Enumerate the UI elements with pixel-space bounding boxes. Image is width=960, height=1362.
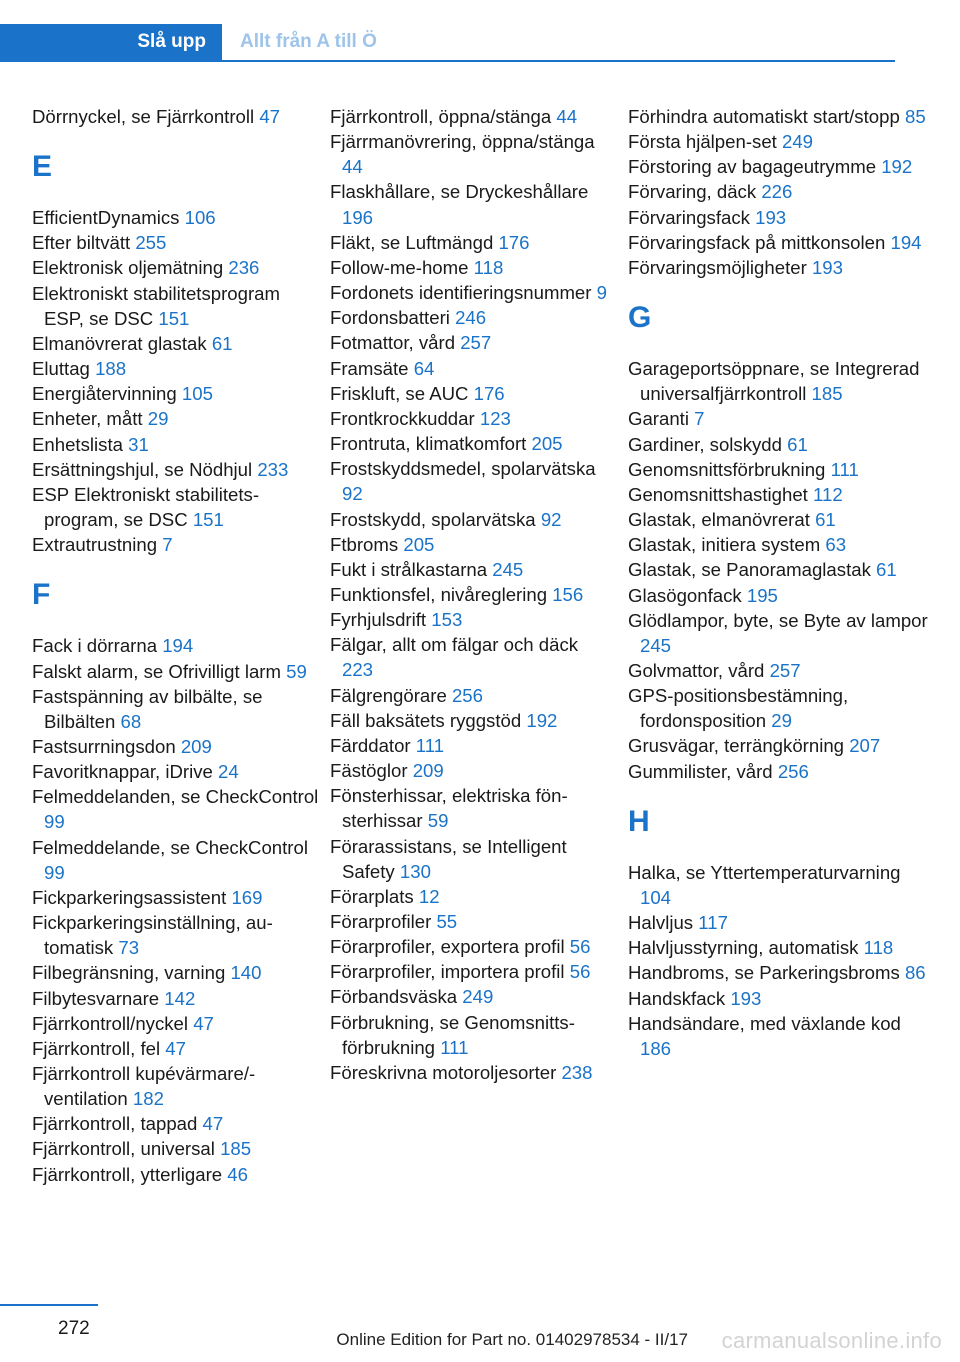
section-letter: H: [628, 804, 650, 838]
index-entry: [330, 632, 610, 682]
index-term: Förvaring, däck: [628, 181, 757, 203]
index-term: Framsäte: [330, 357, 409, 379]
page-link[interactable]: 151: [158, 307, 190, 329]
page-link[interactable]: 7: [694, 408, 705, 430]
index-entry: [32, 281, 322, 331]
index-term: Fälgar, allt om fälgar och däck: [330, 634, 579, 656]
page-link[interactable]: 207: [849, 735, 881, 757]
section-letter: F: [32, 578, 51, 612]
page-link[interactable]: 151: [192, 509, 224, 531]
index-entry: [330, 1010, 610, 1060]
index-entry: [330, 708, 610, 733]
page-link[interactable]: 118: [863, 937, 894, 959]
section-letter: G: [628, 301, 652, 335]
index-term: Golvmattor, vård: [628, 659, 765, 681]
index-term: Förvaringsfack: [628, 206, 750, 228]
index-term: Genomsnittshastighet: [628, 483, 808, 505]
index-entry: [32, 532, 322, 557]
index-entry: [32, 684, 322, 734]
page-link[interactable]: 92: [342, 483, 363, 505]
index-entry: [628, 608, 928, 658]
index-term: Fäll baksätets ryggstöd: [330, 709, 522, 731]
page-link[interactable]: 73: [118, 937, 140, 959]
tab-a-to-z[interactable]: Allt från A till Ö: [240, 31, 377, 52]
index-entry: [330, 758, 610, 783]
page-link[interactable]: 194: [162, 635, 194, 657]
page-link[interactable]: 104: [640, 886, 672, 908]
index-term: Genomsnittsförbrukning: [628, 458, 826, 480]
index-term: Förarprofiler, importera profil: [330, 961, 565, 983]
index-term: Fönsterhissar, elektriska fönsterhissar: [330, 785, 568, 832]
index-entry: [32, 356, 322, 381]
index-term: Felmeddelanden, se CheckControl: [32, 786, 319, 808]
index-entry: [330, 230, 610, 255]
index-term: Elektronisk oljemätning: [32, 257, 224, 279]
footer-divider: [0, 1304, 98, 1306]
index-term: Efter biltvätt: [32, 232, 131, 254]
index-term: Första hjälpen-set: [628, 131, 777, 153]
index-term: Fjärrkontroll, ytterligare: [32, 1163, 223, 1185]
index-term: Fjärrkontroll, tappad: [32, 1113, 198, 1135]
index-term: Gummilister, vård: [628, 760, 773, 782]
page-link[interactable]: 246: [455, 307, 487, 329]
index-entry: [32, 784, 322, 834]
index-term: Förarassistans, se Intelligent Safety: [330, 835, 567, 882]
page-link[interactable]: 245: [492, 558, 524, 580]
index-term: Elektroniskt stabilitetsprogram ESP, se DSC: [32, 282, 281, 329]
index-entry: [32, 633, 322, 658]
index-term: Favoritknappar, iDrive: [32, 761, 213, 783]
index-term: Fack i dörrarna: [32, 635, 158, 657]
page-link[interactable]: 205: [403, 533, 435, 555]
page-link[interactable]: 186: [640, 1037, 672, 1059]
index-term: Enhetslista: [32, 433, 123, 455]
index-term: Fjärrkontroll kupévärmare/ventilation: [32, 1063, 256, 1110]
index-term: Fälgrengörare: [330, 684, 447, 706]
index-term: Follow-me-home: [330, 256, 469, 278]
page-link[interactable]: 63: [825, 534, 847, 556]
page-link[interactable]: 56: [569, 936, 591, 958]
index-entry: [32, 659, 322, 684]
page-link[interactable]: 99: [44, 861, 65, 883]
index-entry: [628, 432, 928, 457]
page-link[interactable]: 249: [782, 131, 814, 153]
page-link[interactable]: 61: [211, 332, 233, 354]
index-entry: [32, 255, 322, 280]
header-divider: [0, 60, 895, 62]
page-link[interactable]: 153: [431, 609, 463, 631]
index-term: Halvljus: [628, 912, 694, 934]
index-entry: [628, 457, 928, 482]
page-link[interactable]: 238: [561, 1061, 593, 1083]
index-entry: [628, 154, 928, 179]
index-entry: [628, 406, 928, 431]
page-link[interactable]: 47: [202, 1113, 224, 1135]
page-link[interactable]: 257: [769, 659, 801, 681]
page-link[interactable]: 7: [162, 534, 173, 556]
index-entry: [330, 381, 610, 406]
index-term: Energiåtervinning: [32, 383, 177, 405]
index-entry: [32, 104, 322, 129]
index-entry: [330, 884, 610, 909]
page-link[interactable]: 24: [218, 761, 239, 783]
index-entry: [32, 960, 322, 985]
index-term: Dörrnyckel, se Fjärrkontroll: [32, 106, 255, 127]
page-link[interactable]: 156: [552, 583, 584, 605]
index-term: Frontkrockkuddar: [330, 407, 475, 429]
index-term: Handskfack: [628, 987, 726, 1009]
index-entry: [32, 1111, 322, 1136]
page-link[interactable]: 176: [498, 231, 530, 253]
top-navigation: [0, 0, 960, 62]
edition-note: Online Edition for Part no. 01402978534 - II/17: [336, 1330, 688, 1349]
index-entry: [32, 1011, 322, 1036]
index-term: Garageportsöppnare, se Integrerad universalfjärrkontroll: [628, 358, 920, 405]
index-term: Fastspänning av bilbälte, se Bilbälten: [32, 685, 263, 732]
page-link[interactable]: 185: [220, 1138, 252, 1160]
page-link[interactable]: 56: [569, 961, 591, 983]
index-term: Handbroms, se Parkeringsbroms: [628, 962, 900, 984]
index-term: Falskt alarm, se Ofrivilligt larm: [32, 660, 281, 682]
index-term: ESP Elektroniskt stabilitetsprogram, se DSC: [32, 483, 260, 531]
index-entry: [628, 179, 928, 204]
index-entry: [330, 582, 610, 607]
index-entry: [330, 532, 610, 557]
index-term: Gardiner, solskydd: [628, 433, 782, 455]
page-link[interactable]: 68: [120, 710, 142, 732]
index-entry: [628, 557, 928, 582]
index-entry: [330, 456, 610, 506]
index-entry: [330, 783, 610, 833]
index-entry: [628, 583, 928, 608]
index-entry: [32, 457, 322, 482]
index-entry: [628, 733, 928, 758]
index-entry: [628, 683, 928, 733]
index-term: Fläkt, se Luftmängd: [330, 231, 494, 253]
index-term: Fjärrmanövrering, öppna/stänga: [330, 131, 595, 153]
page-link[interactable]: 118: [473, 256, 504, 278]
index-entry: [330, 305, 610, 330]
index-term: Fotmattor, vård: [330, 332, 456, 354]
index-entry: [628, 532, 928, 557]
page-number: 272: [58, 1318, 90, 1339]
index-term: Fyrhjulsdrift: [330, 609, 427, 631]
index-term: Förarprofiler: [330, 911, 432, 932]
page-link[interactable]: 59: [427, 810, 449, 832]
index-term: Funktionsfel, nivåreglering: [330, 583, 548, 605]
index-entry: [32, 910, 322, 960]
page-link[interactable]: 140: [230, 962, 262, 984]
page-link[interactable]: 188: [95, 358, 127, 380]
index-term: Fästöglor: [330, 760, 408, 782]
index-term: Förarprofiler, exportera profil: [330, 936, 565, 958]
index-entry: [330, 104, 610, 129]
page-link[interactable]: 61: [815, 509, 836, 531]
index-entry: [330, 934, 610, 959]
index-term: EfficientDynamics: [32, 207, 180, 229]
index-entry: [330, 507, 610, 532]
page-link[interactable]: 245: [640, 634, 672, 656]
index-term: Förvaringsmöjligheter: [628, 256, 807, 278]
index-term: Glödlampor, byte, se Byte av lampor: [628, 609, 928, 631]
index-term: Föreskrivna motoroljesorter: [330, 1061, 557, 1083]
index-term: Friskluft, se AUC: [330, 382, 469, 404]
index-entry: [32, 331, 322, 356]
page-link[interactable]: 192: [526, 709, 558, 731]
index-term: Fjärrkontroll, fel: [32, 1037, 161, 1059]
index-term: Förstoring av bagageutrymme: [628, 156, 877, 178]
index-entry: [330, 557, 610, 582]
index-term: Flaskhållare, se Dryckeshållare: [330, 181, 589, 203]
page-link[interactable]: 117: [698, 912, 728, 934]
index-entry: [330, 255, 610, 280]
index-term: Fickparkeringsassistent: [32, 886, 227, 908]
page-link[interactable]: 46: [227, 1163, 248, 1185]
index-entry: [32, 406, 322, 431]
index-entry: [330, 607, 610, 632]
index-entry: [32, 1036, 322, 1061]
page-link[interactable]: 61: [876, 559, 897, 581]
page-link[interactable]: 193: [811, 256, 843, 278]
index-entry: [628, 129, 928, 154]
page-link[interactable]: 193: [755, 206, 787, 228]
page-link[interactable]: 142: [164, 987, 196, 1009]
index-entry: [330, 733, 610, 758]
index-term: Frostskydd, spolarvätska: [330, 508, 536, 530]
index-term: Ftbroms: [330, 533, 399, 555]
index-entry: [628, 507, 928, 532]
index-entry: [628, 104, 928, 129]
index-entry: [330, 431, 610, 456]
index-term: Färddator: [330, 734, 411, 756]
page-link[interactable]: 47: [165, 1037, 186, 1059]
page-link[interactable]: 194: [890, 231, 922, 253]
page-link[interactable]: 99: [44, 811, 65, 833]
page-link[interactable]: 44: [342, 156, 363, 178]
page-link[interactable]: 64: [413, 357, 435, 379]
page-link[interactable]: 223: [342, 659, 374, 681]
index-entry: [330, 959, 610, 984]
page-link[interactable]: 31: [128, 433, 149, 455]
index-entry: [32, 835, 322, 885]
index-entry: [32, 734, 322, 759]
page-link[interactable]: 29: [147, 408, 169, 430]
page-link[interactable]: 86: [904, 962, 926, 984]
index-entry: [628, 1011, 928, 1061]
index-term: Elmanövrerat glastak: [32, 332, 207, 354]
index-term: Grusvägar, terrängkörning: [628, 735, 845, 757]
page-link[interactable]: 192: [881, 156, 913, 178]
index-entry: [32, 230, 322, 255]
page-link[interactable]: 105: [181, 383, 213, 405]
index-entry: [628, 658, 928, 683]
index-entry: [628, 935, 928, 960]
index-entry: [330, 984, 610, 1009]
page-link[interactable]: 12: [418, 885, 440, 907]
page-link[interactable]: 236: [228, 257, 260, 279]
index-term: Eluttag: [32, 358, 90, 380]
index-entry: [330, 356, 610, 381]
index-entry: [32, 986, 322, 1011]
index-entry: [32, 1061, 322, 1111]
index-entry: [32, 885, 322, 910]
index-term: Glastak, elmanövrerat: [628, 509, 810, 531]
index-entry: [628, 482, 928, 507]
page-link[interactable]: 256: [777, 760, 809, 782]
page-link[interactable]: 29: [771, 710, 792, 732]
page-link[interactable]: 112: [813, 483, 843, 505]
index-entry: [330, 683, 610, 708]
page-link[interactable]: 185: [811, 383, 843, 405]
index-term: Enheter, mått: [32, 408, 143, 430]
watermark: carmanualsonline.info: [721, 1328, 942, 1353]
index-entry: [330, 909, 610, 934]
index-entry: [32, 1136, 322, 1161]
index-entry: [330, 330, 610, 355]
index-term: Frontruta, klimatkomfort: [330, 433, 527, 455]
page-link[interactable]: 249: [462, 986, 494, 1008]
index-entry: [32, 482, 322, 532]
page-link[interactable]: 44: [556, 106, 578, 127]
index-entry: [628, 356, 928, 406]
index-term: Fjärrkontroll, universal: [32, 1138, 215, 1160]
page-link[interactable]: 193: [730, 987, 762, 1009]
page-link[interactable]: 61: [787, 433, 808, 455]
index-entry: [628, 960, 928, 985]
index-term: Fordonets identifieringsnummer: [330, 282, 592, 304]
page-link[interactable]: 130: [399, 860, 431, 882]
index-term: Fukt i strålkastarna: [330, 558, 488, 580]
index-term: Glastak, initiera system: [628, 534, 821, 556]
index-term: Frostskyddsmedel, spolarvätska: [330, 458, 596, 480]
page-link[interactable]: 59: [286, 660, 307, 682]
page-link[interactable]: 85: [904, 106, 926, 127]
index-term: Filbegränsning, varning: [32, 962, 226, 984]
index-term: Fickparkeringsinställning, automatisk: [32, 912, 273, 959]
page-link[interactable]: 169: [231, 886, 263, 908]
index-column-3: [628, 104, 928, 1061]
page-link[interactable]: 195: [746, 584, 778, 606]
index-term: Glastak, se Panoramaglastak: [628, 559, 871, 581]
index-term: Handsändare, med växlande kod: [628, 1012, 901, 1034]
index-term: Garanti: [628, 408, 689, 430]
index-term: Fastsurrningsdon: [32, 735, 176, 757]
section-letter: E: [32, 150, 53, 184]
index-term: Förbrukning, se Genomsnittsförbrukning: [330, 1011, 575, 1058]
index-term: Förbandsväska: [330, 986, 458, 1008]
page-link[interactable]: 209: [412, 760, 444, 782]
page-link[interactable]: 176: [473, 382, 505, 404]
page-link[interactable]: 92: [540, 508, 562, 530]
index-term: GPS-positionsbestämning, fordonsposition: [628, 685, 849, 732]
page-link[interactable]: 226: [761, 181, 793, 203]
index-entry: [330, 280, 610, 305]
index-entry: [32, 381, 322, 406]
index-entry: [330, 406, 610, 431]
index-entry: [32, 432, 322, 457]
index-term: Glasögonfack: [628, 584, 742, 606]
index-term: Förvaringsfack på mittkonsolen: [628, 231, 886, 253]
page-link[interactable]: 111: [830, 458, 859, 480]
index-entry: [330, 129, 610, 179]
page-link[interactable]: 47: [259, 106, 281, 127]
page-link[interactable]: 111: [440, 1036, 469, 1058]
page-link[interactable]: 47: [193, 1012, 214, 1034]
page-link[interactable]: 256: [451, 684, 483, 706]
page-link[interactable]: 233: [257, 458, 289, 480]
page-link[interactable]: 205: [531, 433, 563, 455]
index-entry: [330, 1060, 610, 1085]
index-entry: [330, 179, 610, 229]
index-term: Fordonsbatteri: [330, 307, 450, 329]
index-term: Fjärrkontroll, öppna/stänga: [330, 106, 552, 127]
index-term: Halvljusstyrning, automatisk: [628, 937, 859, 959]
index-term: Fjärrkontroll/nyckel: [32, 1012, 189, 1034]
index-entry: [628, 986, 928, 1011]
index-term: Ersättningshjul, se Nödhjul: [32, 458, 253, 480]
index-entry: [32, 759, 322, 784]
index-entry: [628, 759, 928, 784]
page-link[interactable]: 111: [415, 734, 445, 756]
index-entry: [32, 1162, 322, 1187]
index-entry: [628, 230, 928, 255]
index-entry: [628, 910, 928, 935]
page-link[interactable]: 123: [479, 407, 511, 429]
page-link[interactable]: 196: [342, 206, 374, 228]
index-term: Förhindra automatiskt start/stopp: [628, 106, 900, 127]
page-link[interactable]: 255: [135, 232, 167, 254]
index-term: Förarplats: [330, 885, 414, 907]
index-entry: [628, 255, 928, 280]
index-term: Extrautrustning: [32, 534, 158, 556]
index-term: Filbytesvarnare: [32, 987, 160, 1009]
page-link[interactable]: 257: [460, 332, 492, 354]
index-term: Felmeddelande, se CheckControl: [32, 836, 308, 858]
page-link[interactable]: 9: [596, 282, 607, 304]
index-entry: [628, 205, 928, 230]
index-entry: [32, 205, 322, 230]
index-column-2: [330, 104, 610, 1085]
page-link[interactable]: 55: [436, 911, 458, 932]
page-link[interactable]: 182: [132, 1088, 164, 1110]
tab-lookup[interactable]: Slå upp: [0, 24, 222, 60]
page-link[interactable]: 106: [184, 207, 216, 229]
index-column-1: [32, 104, 322, 1187]
index-term: Halka, se Yttertemperaturvarning: [628, 861, 901, 883]
index-entry: [330, 834, 610, 884]
page-link[interactable]: 209: [180, 735, 212, 757]
index-entry: [628, 860, 928, 910]
